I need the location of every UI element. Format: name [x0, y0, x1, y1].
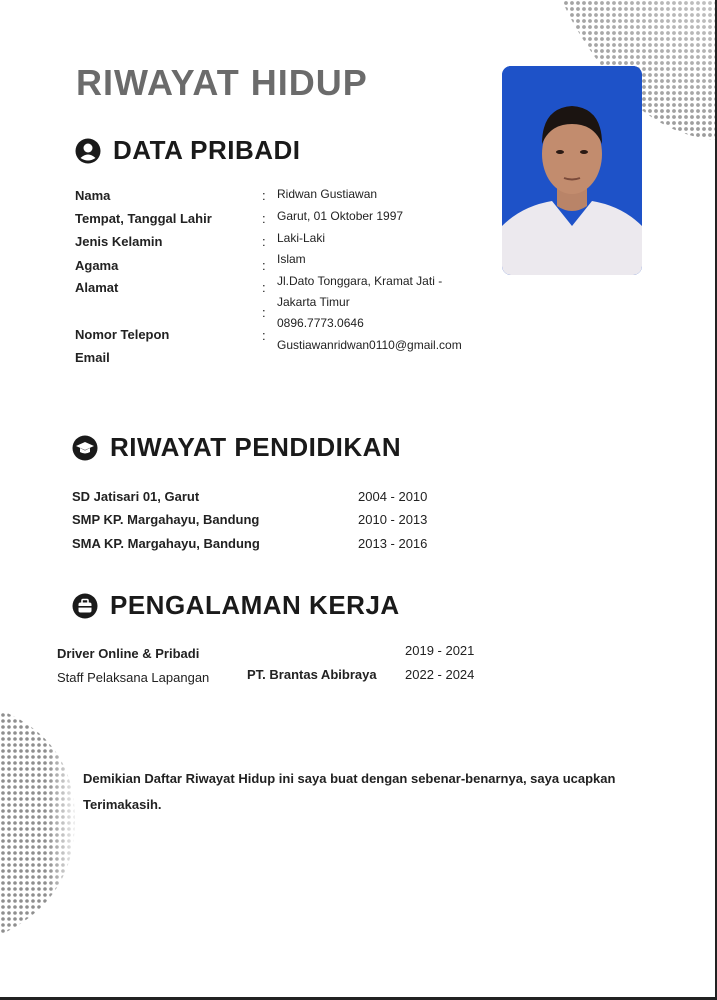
- value-birth: Garut, 01 Oktober 1997: [277, 209, 404, 223]
- value-religion: Islam: [277, 252, 306, 266]
- value-email: Gustiawanridwan0110@gmail.com: [277, 338, 462, 352]
- profile-photo: [502, 66, 642, 275]
- value-phone: 0896.7773.0646: [277, 316, 364, 330]
- briefcase-icon: [72, 593, 98, 619]
- colon-separator: :: [262, 258, 266, 273]
- work-role: Staff Pelaksana Lapangan: [57, 670, 210, 685]
- work-company: PT. Brantas Abibraya: [247, 667, 377, 682]
- label-email: Email: [75, 350, 110, 365]
- value-gender: Laki-Laki: [277, 231, 326, 245]
- education-school: SMP KP. Margahayu, Bandung: [72, 512, 260, 527]
- label-address: Alamat: [75, 280, 119, 295]
- value-address-line2: Jakarta Timur: [277, 295, 350, 309]
- work-years: 2022 - 2024: [405, 667, 475, 682]
- colon-separator: :: [262, 328, 266, 343]
- label-phone: Nomor Telepon: [75, 327, 170, 342]
- section-work-header: [72, 590, 400, 621]
- page-title: RIWAYAT HIDUP: [76, 62, 368, 103]
- section-education-title: RIWAYAT PENDIDIKAN: [110, 432, 402, 462]
- work-role: Driver Online & Pribadi: [57, 646, 200, 661]
- colon-separator: :: [262, 234, 266, 249]
- closing-statement: Demikian Daftar Riwayat Hidup ini saya buat dengan sebenar-benarnya, saya ucapkan Terimakasih.: [83, 771, 616, 812]
- section-education-header: [72, 432, 401, 463]
- label-gender: Jenis Kelamin: [75, 234, 163, 249]
- colon-separator: :: [262, 280, 266, 295]
- education-school: SD Jatisari 01, Garut: [72, 489, 200, 504]
- education-school: SMA KP. Margahayu, Bandung: [72, 536, 260, 551]
- section-personal-header: [75, 135, 301, 166]
- education-years: 2013 - 2016: [358, 536, 428, 551]
- value-name: Ridwan Gustiawan: [277, 187, 378, 201]
- graduation-cap-icon: [72, 435, 98, 461]
- label-name: Nama: [75, 188, 111, 203]
- colon-separator: :: [262, 305, 266, 320]
- section-work-title: PENGALAMAN KERJA: [110, 590, 400, 620]
- section-personal-title: DATA PRIBADI: [113, 135, 301, 165]
- colon-separator: :: [262, 188, 266, 203]
- work-years: 2019 - 2021: [405, 643, 475, 658]
- user-icon: [75, 138, 101, 164]
- education-years: 2010 - 2013: [358, 512, 428, 527]
- value-address-line1: Jl.Dato Tonggara, Kramat Jati -: [277, 274, 443, 288]
- label-religion: Agama: [75, 258, 119, 273]
- colon-separator: :: [262, 211, 266, 226]
- label-birth: Tempat, Tanggal Lahir: [75, 211, 212, 226]
- education-years: 2004 - 2010: [358, 489, 428, 504]
- dot-pattern-bottom-left: [0, 700, 80, 940]
